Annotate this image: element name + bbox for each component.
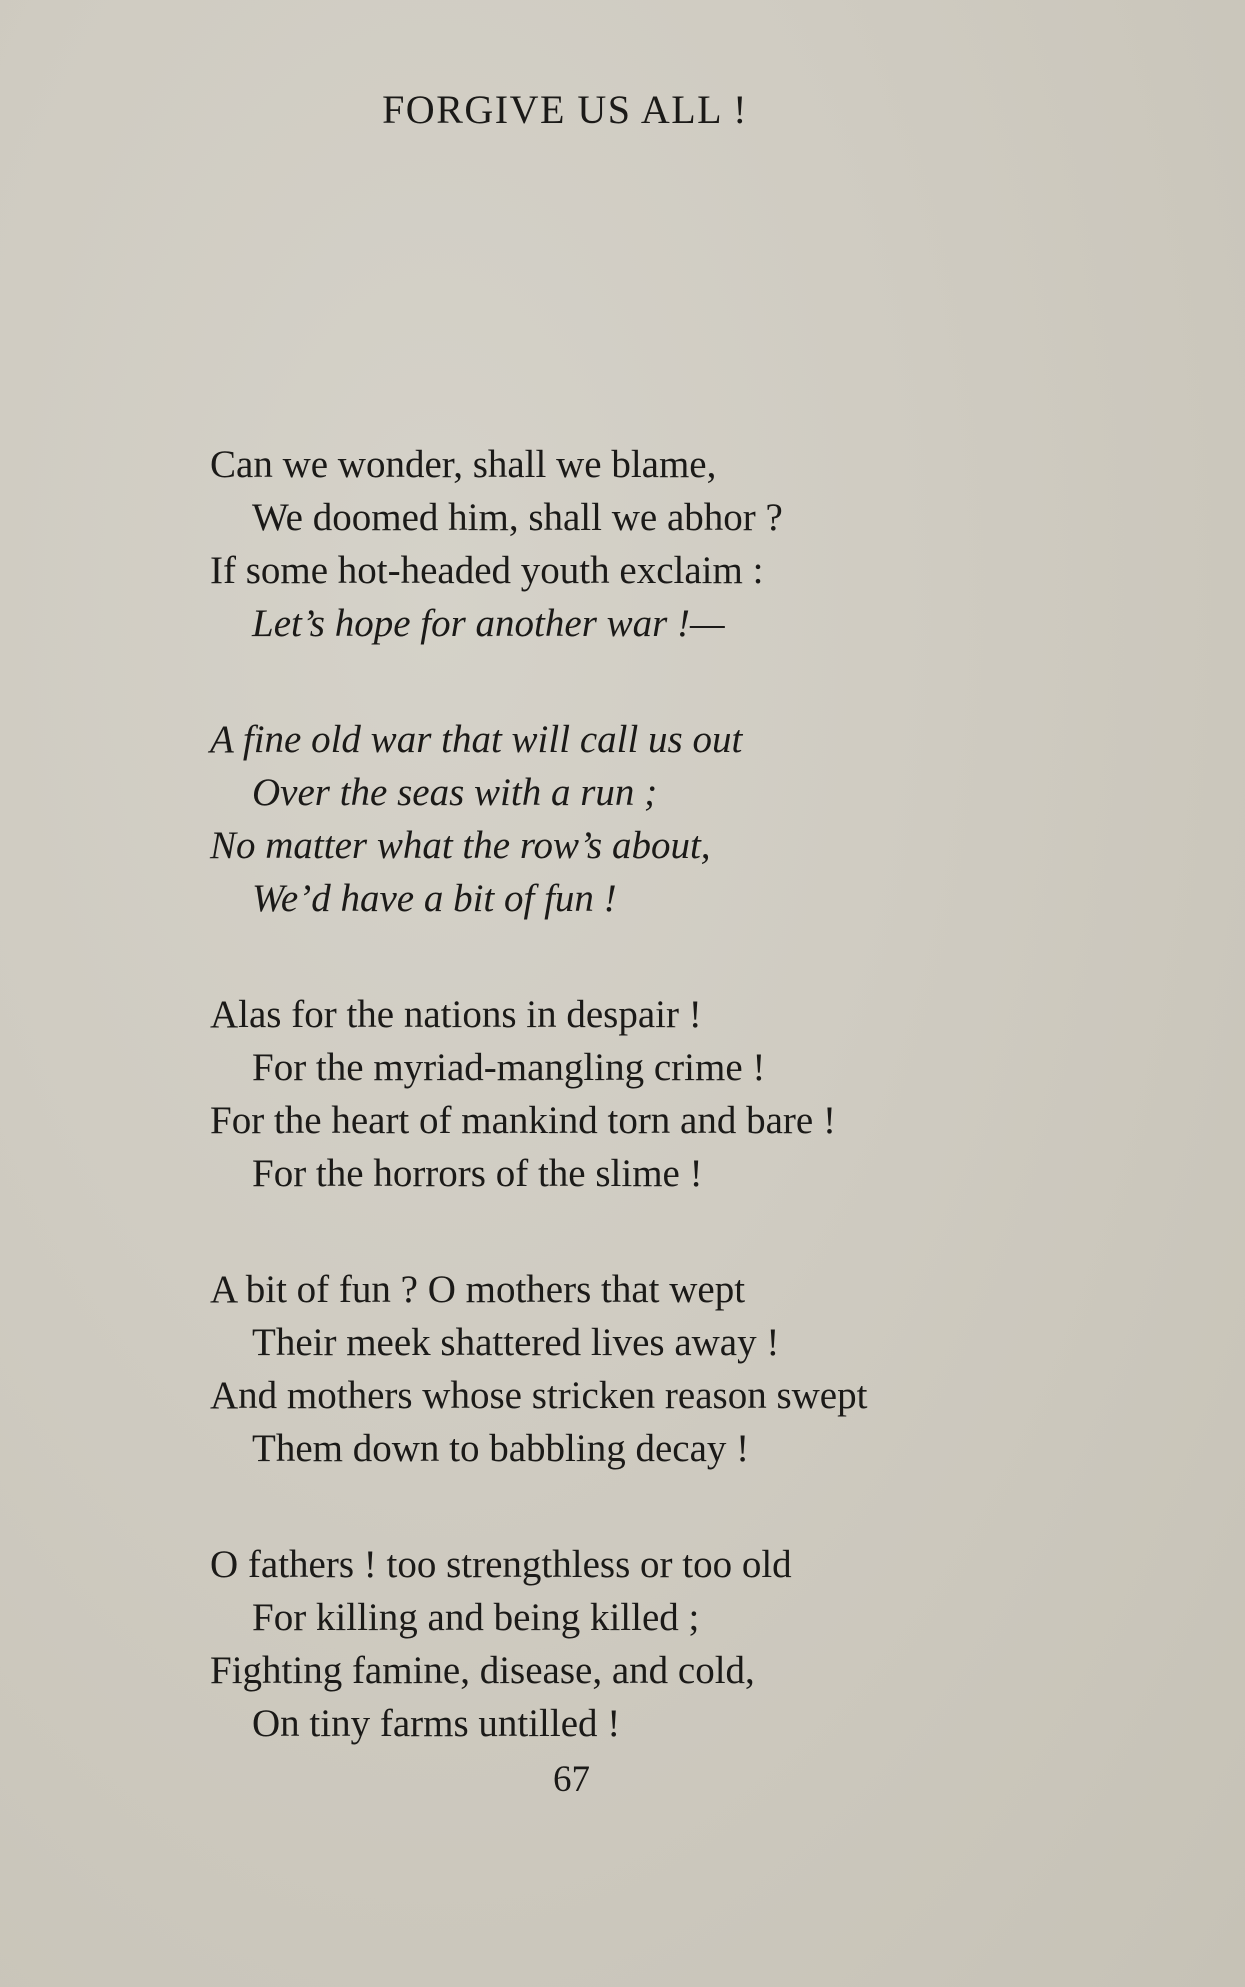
verse-line: And mothers whose stricken reason swept <box>210 1374 868 1417</box>
verse-line: We’d have a bit of fun ! <box>252 877 617 920</box>
poem-body <box>210 438 1110 1813</box>
stanza-3 <box>210 988 1110 1200</box>
verse-line: For the myriad-mangling crime ! <box>252 1046 766 1089</box>
verse-line: A bit of fun ? O mothers that wept <box>210 1268 746 1311</box>
verse-line: Can we wonder, shall we blame, <box>210 443 717 486</box>
verse-line: We doomed him, shall we abhor ? <box>252 496 783 539</box>
stanza-1 <box>210 438 1110 650</box>
stanza-4 <box>210 1263 1110 1475</box>
verse-line: O fathers ! too strengthless or too old <box>210 1543 792 1586</box>
verse-line: Them down to babbling decay ! <box>252 1427 750 1470</box>
verse-line: For the heart of mankind torn and bare ! <box>210 1099 836 1142</box>
verse-line: No matter what the row’s about, <box>210 824 711 867</box>
verse-line: Alas for the nations in despair ! <box>210 993 702 1036</box>
verse-line: If some hot-headed youth exclaim : <box>210 549 764 592</box>
poem-title: FORGIVE US ALL ! <box>382 87 748 132</box>
verse-line: On tiny farms untilled ! <box>252 1702 621 1745</box>
page-number: 67 <box>553 1759 590 1800</box>
verse-line: For killing and being killed ; <box>252 1596 700 1639</box>
verse-line: Their meek shattered lives away ! <box>252 1321 780 1364</box>
verse-line: Let’s hope for another war !— <box>252 602 725 645</box>
verse-line: For the horrors of the slime ! <box>252 1152 703 1195</box>
verse-line: Over the seas with a run ; <box>252 771 658 814</box>
stanza-2 <box>210 713 1110 925</box>
verse-line: Fighting famine, disease, and cold, <box>210 1649 755 1692</box>
stanza-5 <box>210 1538 1110 1750</box>
verse-line: A fine old war that will call us out <box>210 718 743 761</box>
